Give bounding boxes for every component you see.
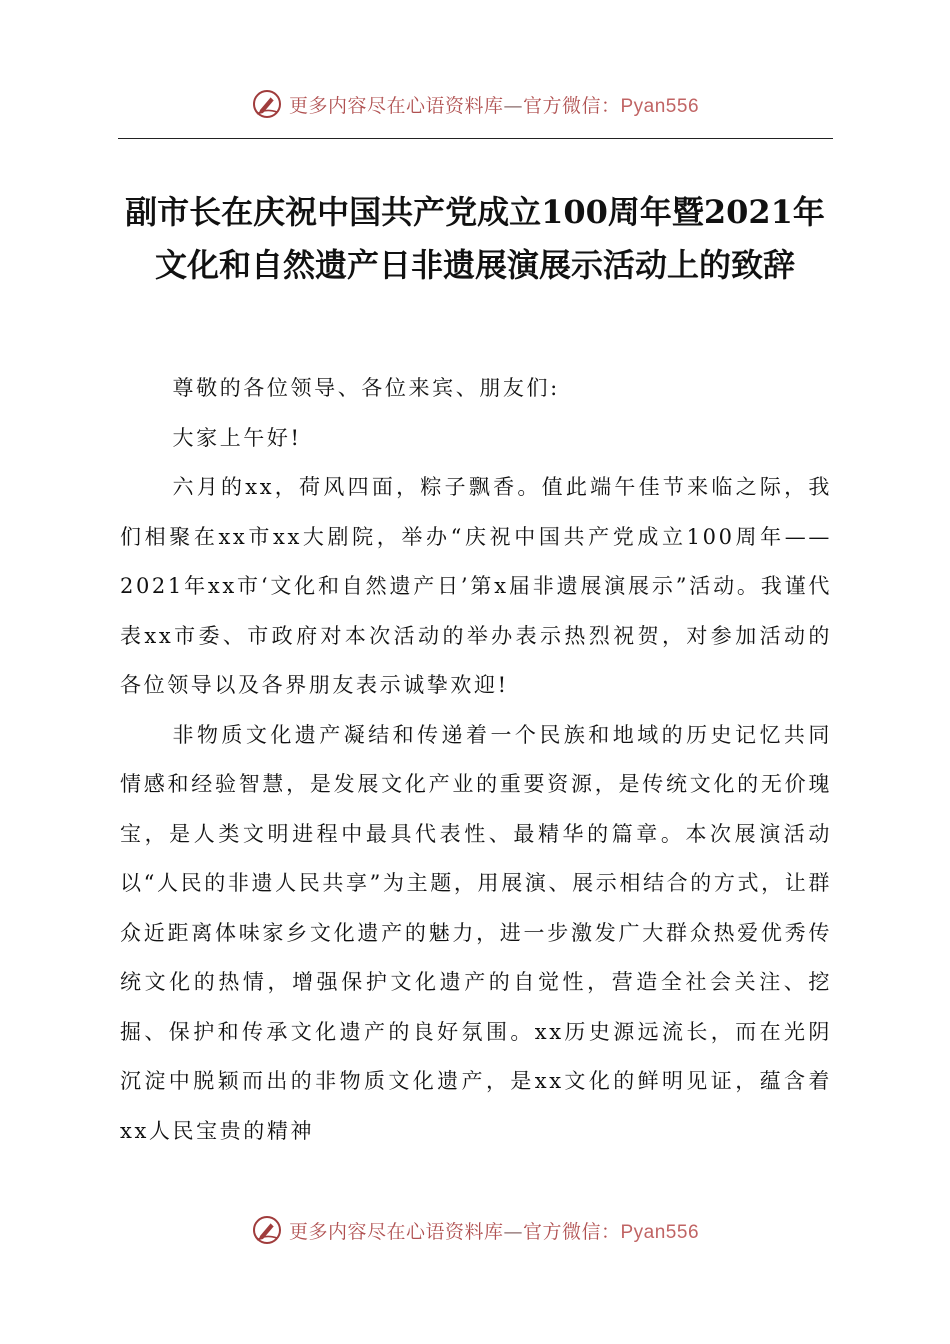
header-banner-content <box>251 88 699 120</box>
header-banner-text <box>289 91 699 118</box>
banner-main-text: 更多内容尽在心语资料库 <box>288 94 504 117</box>
paragraph-greeting: 大家上午好! <box>172 425 302 450</box>
banner-separator: — <box>503 94 523 117</box>
paragraph-opening: 六月的xx，荷风四面，粽子飘香。值此端午佳节来临之际，我们相聚在xx市xx大剧院，举办“庆祝中国共产党成立100周年——2021年xx市‘文化和自然遗产日’第x届非遗展演展示”活动。我谨代表xx市委、市政府对本次活动的举办表示热烈祝贺，对参加活动的各位领导以及各界朋友表示诚挚欢迎! <box>120 475 832 697</box>
banner-separator: — <box>503 1220 523 1243</box>
banner-wechat-label: 官方微信： <box>522 94 621 117</box>
banner-wechat-id: Pyan556 <box>620 1221 700 1243</box>
header-divider <box>118 138 833 139</box>
banner-main-text: 更多内容尽在心语资料库 <box>288 1220 504 1243</box>
paragraph-heritage: 非物质文化遗产凝结和传递着一个民族和地域的历史记忆共同情感和经验智慧，是发展文化产业的重要资源，是传统文化的无价瑰宝，是人类文明进程中最具代表性、最精华的篇章。本次展演活动以“人民的非遗人民共享”为主题，用展演、展示相结合的方式，让群众近距离体味家乡文化遗产的魅力，进一步激发广大群众热爱优秀传统文化的热情，增强保护文化遗产的自觉性，营造全社会关注、挖掘、保护和传承文化遗产的良好氛围。xx历史源远流长，而在光阴沉淀中脱颖而出的非物质文化遗产，是xx文化的鲜明见证，蕴含着xx人民宝贵的精神 <box>120 722 832 1143</box>
banner-wechat-label: 官方微信： <box>522 1220 621 1243</box>
paragraph-salutation: 尊敬的各位领导、各位来宾、朋友们: <box>172 376 560 400</box>
banner-wechat-id: Pyan556 <box>620 95 700 117</box>
document-title: 副市长在庆祝中国共产党成立100周年暨2021年文化和自然遗产日非遗展演展示活动上的致辞 <box>125 193 825 284</box>
footer-banner-content <box>251 1214 699 1246</box>
pen-logo-icon <box>251 1214 283 1246</box>
document-body <box>120 364 832 1156</box>
footer-banner-text <box>289 1217 699 1244</box>
footer-banner <box>0 1210 950 1250</box>
pen-logo-icon <box>251 88 283 120</box>
header-banner <box>0 84 950 124</box>
